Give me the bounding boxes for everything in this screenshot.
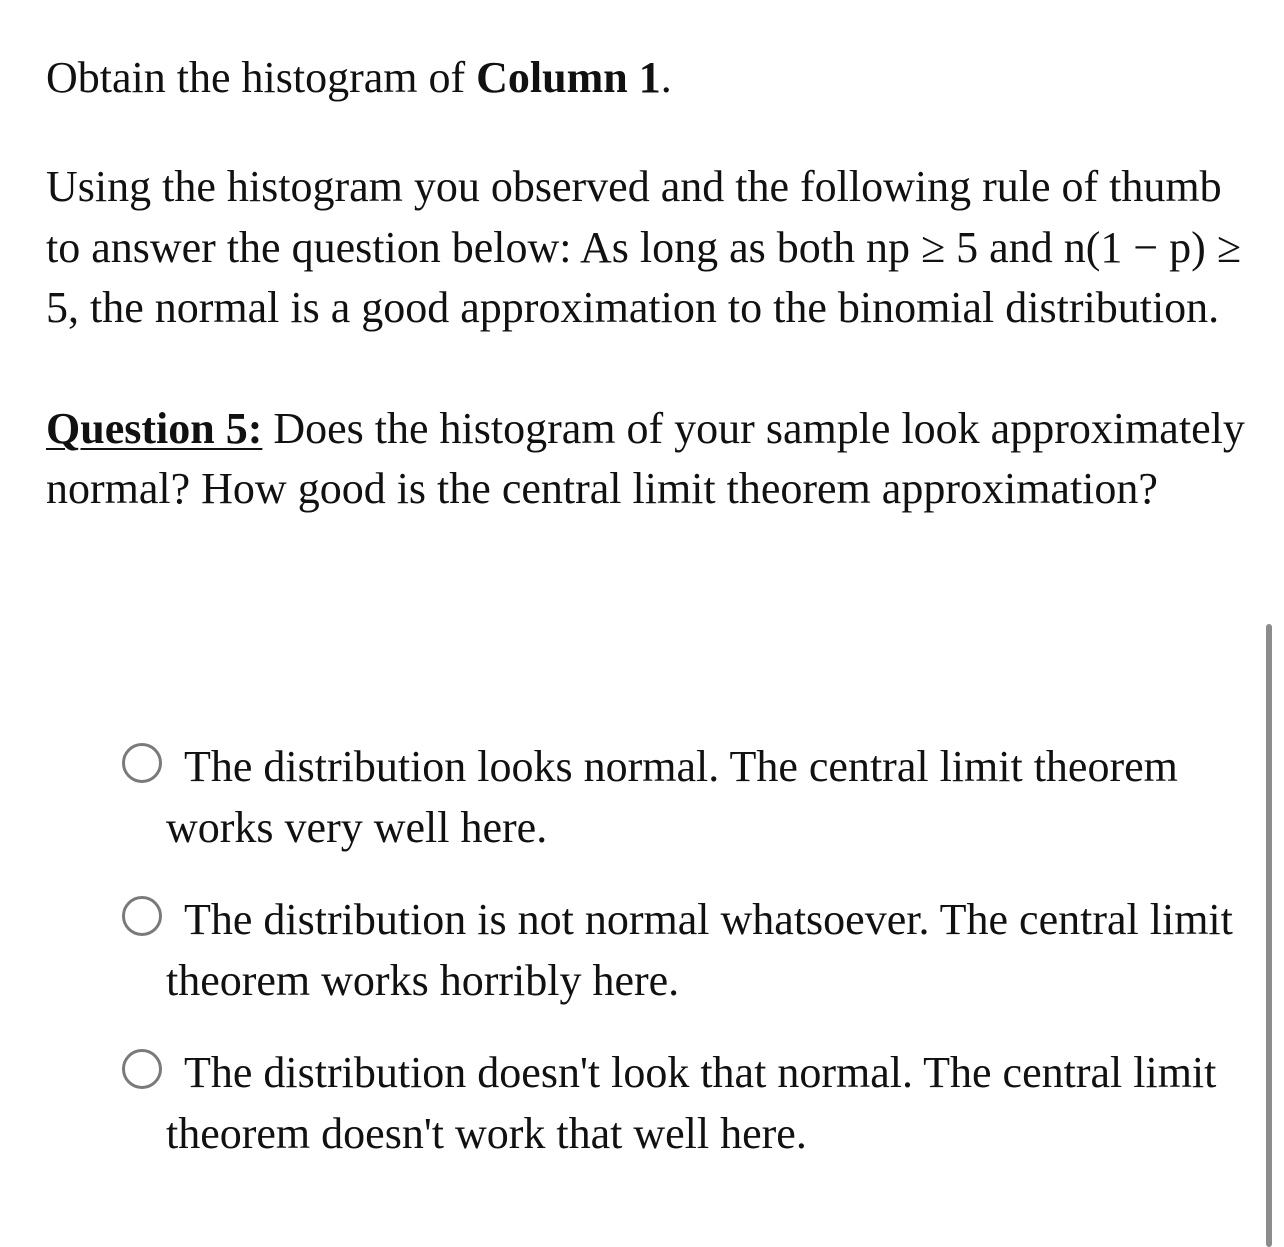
intro-suffix: . [660, 53, 672, 102]
question-paragraph [46, 399, 1246, 520]
radio-button-icon[interactable] [122, 1049, 162, 1089]
answer-option-3[interactable] [122, 1043, 1242, 1164]
intro-paragraph [46, 48, 1246, 108]
vertical-scrollbar[interactable] [1266, 624, 1272, 1247]
answer-option-2[interactable] [122, 890, 1242, 1011]
question-label: Question 5: [46, 403, 263, 453]
answer-option-1[interactable] [122, 737, 1242, 858]
radio-button-icon[interactable] [122, 896, 162, 936]
answer-option-label: The distribution is not normal whatsoever. The central limit theorem works horribly here. [166, 895, 1233, 1005]
answer-option-label: The distribution looks normal. The central limit theorem works very well here. [166, 742, 1178, 852]
answer-option-label: The distribution doesn't look that normal. The central limit theorem doesn't work that well here. [166, 1048, 1217, 1158]
intro-prefix: Obtain the histogram of [46, 53, 477, 102]
question-text: Does the histogram of your sample look approximately normal? How good is the central limit theorem approximation? [46, 403, 1245, 513]
radio-button-icon[interactable] [122, 743, 162, 783]
intro-column-name: Column 1 [476, 53, 661, 102]
question-content [46, 48, 1246, 520]
answer-options [122, 737, 1242, 1196]
rule-of-thumb-paragraph: Using the histogram you observed and the following rule of thumb to answer the question below: As long as both np ≥ 5 and n(1 − p) ≥ 5, the normal is a good approximation to the binomial distribution. [46, 162, 1241, 332]
